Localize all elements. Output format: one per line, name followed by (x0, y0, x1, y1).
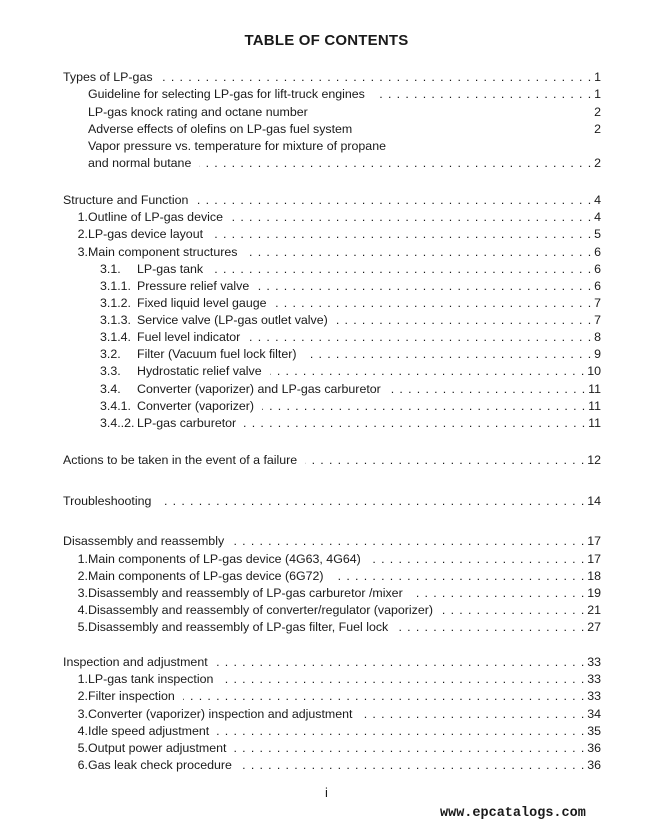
leader-dots (245, 244, 592, 260)
toc-entry-page: 9 (594, 347, 601, 361)
toc-entry-number: 2. (77, 227, 88, 241)
toc-entry-label: Converter (vaporizer) inspection and adjustment (88, 707, 353, 721)
toc-entry-label: LP-gas tank inspection (88, 672, 214, 686)
leader-dots (248, 329, 592, 345)
toc-entry-number: 4. (77, 724, 88, 738)
toc-entry[interactable] (88, 138, 601, 154)
toc-entry-label: Vapor pressure vs. temperature for mixture of propane (88, 139, 386, 153)
toc-entry-page: 8 (594, 330, 601, 344)
toc-entry[interactable] (63, 654, 601, 670)
toc-entry-label: Filter (Vacuum fuel lock filter) (137, 347, 297, 361)
toc-entry[interactable] (63, 723, 601, 739)
toc-entry-number: 3. (77, 245, 88, 259)
toc-entry-page: 2 (594, 105, 601, 119)
toc-entry-page: 36 (587, 741, 601, 755)
toc-entry-page: 34 (587, 707, 601, 721)
toc-entry-page: 36 (587, 758, 601, 772)
toc-entry-label: Structure and Function (63, 193, 189, 207)
leader-dots (270, 363, 586, 379)
toc-entry[interactable] (88, 104, 601, 120)
toc-entry-number: 5. (77, 620, 88, 634)
leader-dots (211, 261, 592, 277)
toc-entry-number: 1. (77, 210, 88, 224)
toc-entry-page: 33 (587, 689, 601, 703)
watermark: www.epcatalogs.com (440, 806, 586, 821)
toc-entry-number: 3.1.4. (100, 330, 132, 344)
toc-entry[interactable] (88, 121, 601, 137)
leader-dots (221, 671, 585, 687)
toc-entry-page: 6 (594, 245, 601, 259)
toc-entry[interactable] (100, 398, 601, 414)
toc-entry[interactable] (63, 209, 601, 225)
leader-dots (360, 706, 585, 722)
leader-dots (240, 757, 585, 773)
toc-entry-number: 3.4..2. (100, 416, 135, 430)
toc-entry-number: 3. (77, 586, 88, 600)
toc-entry-page: 5 (594, 227, 601, 241)
toc-entry-number: 2. (77, 689, 88, 703)
toc-entry[interactable] (100, 295, 601, 311)
toc-entry-label: Troubleshooting (63, 494, 152, 508)
toc-entry[interactable] (88, 86, 601, 102)
toc-entry-label: Disassembly and reassembly of converter/regulator (vaporizer) (88, 603, 434, 617)
leader-dots (369, 551, 585, 567)
toc-entry-label: Pressure relief valve (137, 279, 250, 293)
toc-entry[interactable] (63, 688, 601, 704)
toc-entry[interactable] (63, 671, 601, 687)
toc-entry-label: Fuel level indicator (137, 330, 241, 344)
toc-entry[interactable] (100, 278, 601, 294)
toc-entry-number: 3.1.3. (100, 313, 132, 327)
toc-entry-label: Disassembly and reassembly of LP-gas filter, Fuel lock (88, 620, 389, 634)
leader-dots (234, 740, 585, 756)
toc-entry-label: and normal butane (88, 156, 192, 170)
toc-entry-label: Gas leak check procedure (88, 758, 232, 772)
toc-entry[interactable] (63, 740, 601, 756)
page-title: TABLE OF CONTENTS (244, 32, 409, 49)
toc-entry[interactable] (100, 381, 601, 397)
toc-entry-page: 6 (594, 279, 601, 293)
leader-dots (196, 192, 592, 208)
toc-entry-label: Main components of LP-gas device (4G63, 4G64) (88, 552, 361, 566)
toc-entry-page: 11 (588, 416, 601, 430)
toc-entry-number: 2. (77, 569, 88, 583)
leader-dots (232, 533, 585, 549)
toc-entry-page: 4 (594, 210, 601, 224)
leader-dots (389, 381, 586, 397)
toc-entry-label: LP-gas carburetor (137, 416, 237, 430)
toc-entry-number: 3.3. (100, 364, 121, 378)
toc-entry-number: 1. (77, 672, 88, 686)
toc-entry-page: 1 (594, 87, 601, 101)
leader-dots (441, 602, 585, 618)
toc-entry-label: Fixed liquid level gauge (137, 296, 267, 310)
toc-entry-label: Converter (vaporizer) and LP-gas carburetor (137, 382, 381, 396)
leader-dots (305, 452, 585, 468)
toc-entry-page: 21 (587, 603, 601, 617)
toc-entry[interactable] (63, 757, 601, 773)
toc-entry-label: Guideline for selecting LP-gas for lift-truck engines (88, 87, 365, 101)
toc-entry-page: 12 (587, 453, 601, 467)
toc-entry-page: 2 (594, 122, 601, 136)
toc-entry-page: 2 (594, 156, 601, 170)
toc-entry[interactable] (63, 192, 601, 208)
toc-entry-number: 5. (77, 741, 88, 755)
toc-entry[interactable] (100, 346, 601, 362)
toc-entry-page: 11 (588, 399, 601, 413)
toc-entry-number: 1. (77, 552, 88, 566)
leader-dots (275, 295, 593, 311)
toc-entry-label: Outline of LP-gas device (88, 210, 223, 224)
toc-entry-label: Hydrostatic relief valve (137, 364, 262, 378)
toc-entry-number: 4. (77, 603, 88, 617)
toc-entry[interactable] (63, 226, 601, 242)
toc-entry-page: 7 (594, 313, 601, 327)
leader-dots (159, 493, 585, 509)
toc-entry[interactable] (63, 706, 601, 722)
toc-entry[interactable] (63, 619, 601, 635)
leader-dots (216, 654, 586, 670)
toc-entry[interactable] (63, 533, 601, 549)
toc-entry-label: LP-gas knock rating and octane number (88, 105, 308, 119)
toc-entry-label: Inspection and adjustment (63, 655, 208, 669)
toc-entry-label: Disassembly and reassembly of LP-gas carburetor /mixer (88, 586, 403, 600)
toc-entry[interactable] (63, 585, 601, 601)
toc-entry-label: Types of LP-gas (63, 70, 153, 84)
toc-entry-page: 7 (594, 296, 601, 310)
leader-dots (336, 312, 592, 328)
toc-entry-label: Main component structures (88, 245, 238, 259)
toc-entry-label: Output power adjustment (88, 741, 227, 755)
toc-entry-number: 6. (77, 758, 88, 772)
toc-entry-label: Filter inspection (88, 689, 175, 703)
toc-entry-page: 33 (587, 655, 601, 669)
toc-entry-page: 17 (587, 534, 601, 548)
toc-entry-page: 27 (587, 620, 601, 634)
toc-entry-number: 3.1. (100, 262, 121, 276)
toc-entry-label: Idle speed adjustment (88, 724, 210, 738)
toc-entry-label: Disassembly and reassembly (63, 534, 225, 548)
page-number: i (325, 785, 328, 800)
toc-entry[interactable] (63, 551, 601, 567)
leader-dots (332, 568, 586, 584)
leader-dots (396, 619, 585, 635)
leader-dots (411, 585, 586, 601)
toc-entry-label: Main components of LP-gas device (6G72) (88, 569, 324, 583)
leader-dots (257, 278, 592, 294)
toc-entry-page: 1 (594, 70, 601, 84)
toc-entry[interactable] (63, 244, 601, 260)
leader-dots (244, 415, 586, 431)
toc-entry-page: 6 (594, 262, 601, 276)
toc-entry-page: 4 (594, 193, 601, 207)
toc-entry-number: 3.1.2. (100, 296, 132, 310)
leader-dots (183, 688, 585, 704)
leader-dots (262, 398, 586, 414)
toc-entry-page: 33 (587, 672, 601, 686)
toc-entry[interactable] (63, 493, 601, 509)
toc-entry-page: 35 (587, 724, 601, 738)
toc-entry-label: Service valve (LP-gas outlet valve) (137, 313, 328, 327)
leader-dots (217, 723, 585, 739)
toc-entry-label: LP-gas device layout (88, 227, 204, 241)
toc-entry-label: Actions to be taken in the event of a failure (63, 453, 298, 467)
leader-dots (305, 346, 593, 362)
toc-entry-number: 3.4. (100, 382, 121, 396)
leader-dots (161, 69, 593, 85)
toc-entry[interactable] (100, 329, 601, 345)
leader-dots (199, 155, 592, 171)
toc-entry[interactable] (63, 568, 601, 584)
toc-entry[interactable] (88, 155, 601, 171)
toc-entry-page: 19 (587, 586, 601, 600)
toc-entry-page: 11 (588, 382, 601, 396)
toc-entry-page: 14 (587, 494, 601, 508)
toc-entry-number: 3.1.1. (100, 279, 132, 293)
toc-entry-number: 3.2. (100, 347, 121, 361)
toc-entry[interactable] (63, 602, 601, 618)
toc-entry[interactable] (100, 261, 601, 277)
toc-entry[interactable] (63, 452, 601, 468)
toc-entry-number: 3. (77, 707, 88, 721)
toc-entry[interactable] (100, 312, 601, 328)
leader-dots (211, 226, 592, 242)
toc-entry-number: 3.4.1. (100, 399, 132, 413)
toc-entry-label: Converter (vaporizer) (137, 399, 255, 413)
toc-entry[interactable] (63, 69, 601, 85)
toc-entry-page: 17 (587, 552, 601, 566)
leader-dots (373, 86, 592, 102)
toc-entry[interactable] (100, 415, 601, 431)
toc-entry-page: 10 (587, 364, 601, 378)
leader-dots (231, 209, 592, 225)
toc-entry[interactable] (100, 363, 601, 379)
toc-entry-page: 18 (587, 569, 601, 583)
toc-entry-label: LP-gas tank (137, 262, 204, 276)
toc-entry-label: Adverse effects of olefins on LP-gas fuel system (88, 122, 353, 136)
